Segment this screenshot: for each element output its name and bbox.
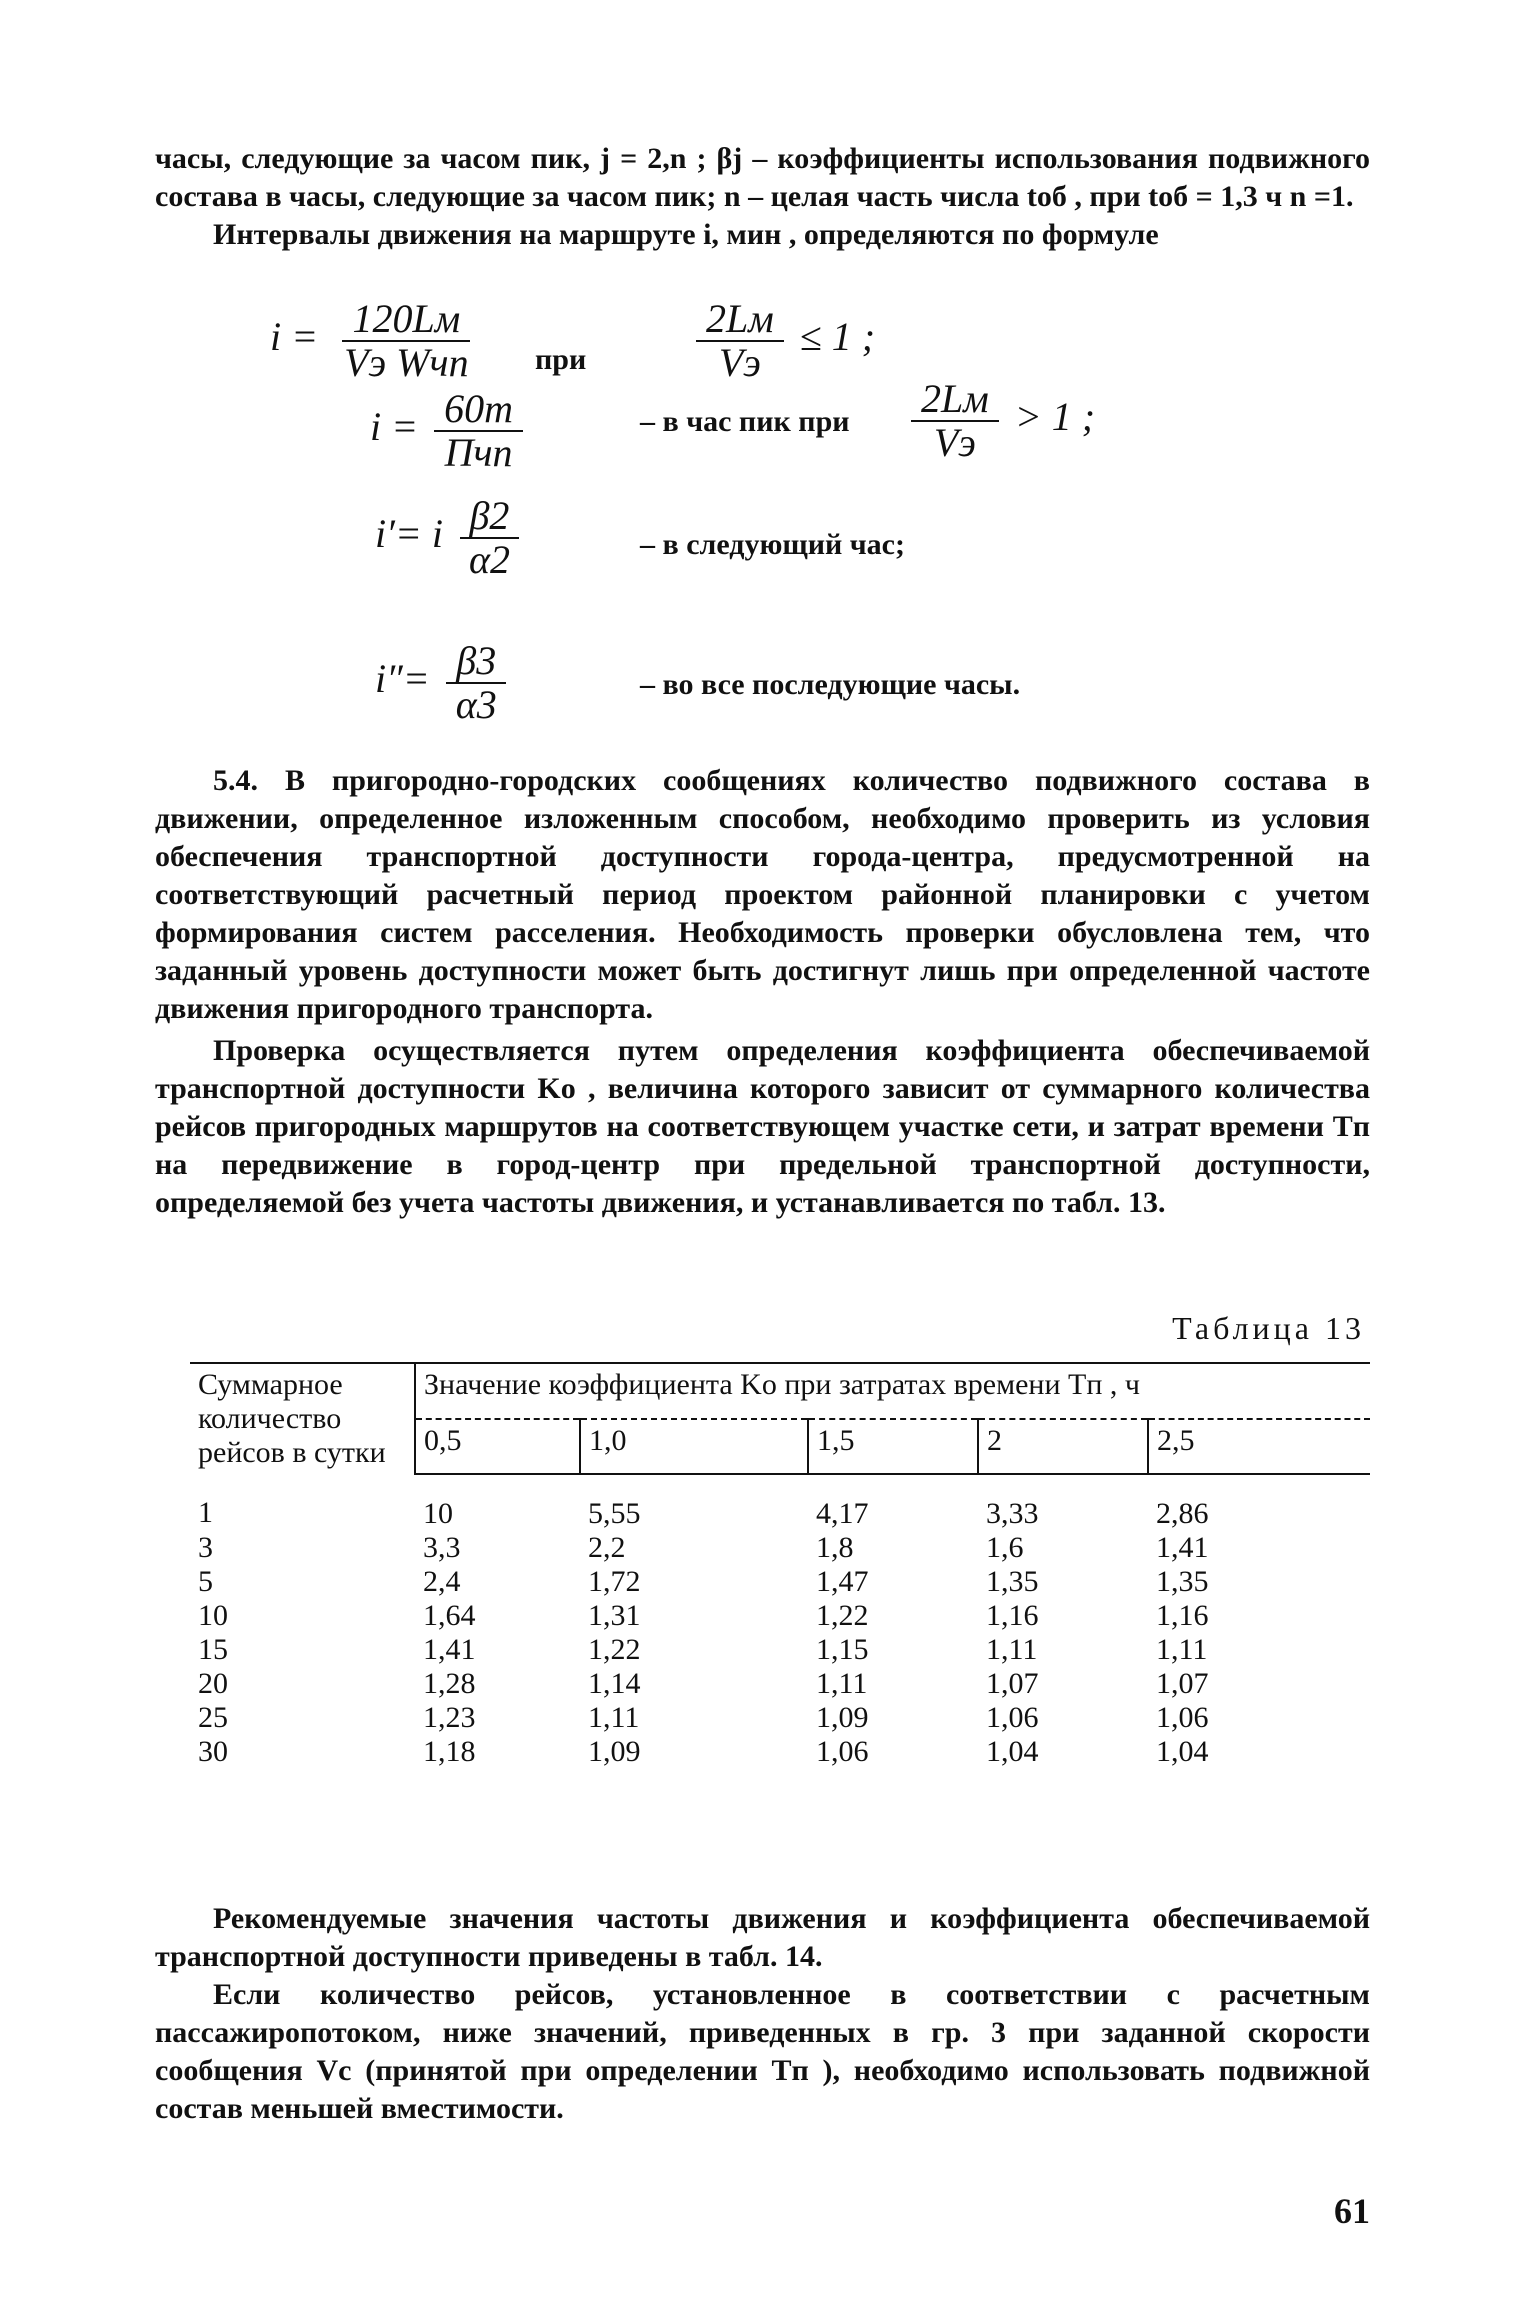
table-cell: 1,11	[816, 1667, 868, 1700]
table-row	[190, 1735, 1370, 1769]
table-cell: 1,06	[1156, 1701, 1209, 1734]
table-cell: 3	[198, 1531, 213, 1564]
formula-2	[370, 388, 529, 474]
intro-block	[155, 140, 1370, 254]
formula-1-fraction	[334, 298, 478, 384]
formula-2-lhs: i =	[370, 404, 419, 450]
table-cell: 15	[198, 1633, 228, 1666]
table-cell: 1,16	[986, 1599, 1039, 1632]
formula-3-numerator: β2	[460, 495, 520, 539]
table-cell: 1,06	[816, 1735, 869, 1768]
formula-2-condition-fraction	[911, 378, 999, 464]
formula-1-denominator: Vэ Wчп	[344, 340, 469, 385]
check-paragraph: Проверка осуществляется путем определения коэффициента обеспечиваемой транспортной доступности Kо , величина которого зависит от суммарного количества рейсов пригородных маршрутов на соответствующем участке сети, и затрат времени Tп на передвижение в город-центр при предельной транспортной доступности, определяемой без учета частоты движения, и устанавливается по табл. 13.	[155, 1034, 1370, 1219]
table-13	[190, 1362, 1370, 1769]
formula-2-note: – в час пик при	[640, 405, 850, 438]
page-number: 61	[1334, 2191, 1370, 2231]
table-cell: 25	[198, 1701, 228, 1734]
table-cell: 1,11	[1156, 1633, 1208, 1666]
table-cell: 1,16	[1156, 1599, 1209, 1632]
table-row	[190, 1565, 1370, 1599]
table-cell: 1,04	[1156, 1735, 1209, 1768]
intro-paragraph: часы, следующие за часом пик, j = 2,n ; βj – коэффициенты использования подвижного состава в часы, следующие за часом пик; n – целая часть числа tоб , при tоб = 1,3 ч n =1.	[155, 142, 1370, 213]
table-cell: 4,17	[816, 1497, 869, 1530]
table-cell: 5,55	[588, 1497, 641, 1530]
table-cell: 1,04	[986, 1735, 1039, 1768]
table-row	[190, 1599, 1370, 1633]
table-cell: 1,64	[423, 1599, 476, 1632]
table-col-time: 2,5	[1148, 1419, 1370, 1475]
formula-4-note: – во все последующие часы.	[640, 668, 1021, 701]
table-cell: 1,8	[816, 1531, 854, 1564]
recommend-paragraph: Рекомендуемые значения частоты движения и коэффициента обеспечиваемой транспортной доступности приведены в табл. 14.	[155, 1902, 1370, 1973]
table-row	[190, 1701, 1370, 1735]
table-cell: 1,06	[986, 1701, 1039, 1734]
formula-3-note: – в следующий час;	[640, 528, 905, 561]
table-13-title: Таблица 13	[1172, 1310, 1365, 1346]
table-cell: 1,15	[816, 1633, 869, 1666]
table-cell: 1,6	[986, 1531, 1024, 1564]
table-cell: 10	[198, 1599, 228, 1632]
table-row	[190, 1633, 1370, 1667]
final-paragraph: Если количество рейсов, установленное в соответствии с расчетным пассажиропотоком, ниже значений, приведенных в гр. 3 при заданной скорости сообщения Vс (принятой при определении Tп ), необходимо использовать подвижной состав меньшей вместимости.	[155, 1978, 1370, 2125]
table-cell: 3,3	[423, 1531, 461, 1564]
table-cell: 5	[198, 1565, 213, 1598]
table-cell: 1,18	[423, 1735, 476, 1768]
table-cell: 1,22	[588, 1633, 641, 1666]
formula-1-condition-relation: ≤ 1 ;	[799, 314, 876, 360]
table-cell: 20	[198, 1667, 228, 1700]
formula-3-fraction	[459, 495, 520, 581]
intervals-paragraph: Интервалы движения на маршруте i, мин , определяются по формуле	[213, 218, 1159, 251]
formula-4-denominator: α3	[455, 682, 497, 727]
table-cell: 1,09	[588, 1735, 641, 1768]
table-cell: 1	[198, 1496, 213, 1529]
formula-2-fraction	[434, 388, 523, 474]
formula-1-condition-word: при	[535, 343, 587, 376]
table-col-time: 1,5	[808, 1419, 978, 1475]
formula-2-denominator: Пчп	[444, 430, 513, 475]
formula-1-condition	[690, 298, 875, 384]
table-col-time: 0,5	[415, 1419, 580, 1475]
formula-3-lhs: i′= i	[375, 511, 443, 557]
table-cell: 1,23	[423, 1701, 476, 1734]
formula-1-condition-denominator: Vэ	[718, 340, 761, 385]
formula-4-fraction	[446, 640, 507, 726]
table-cell: 30	[198, 1735, 228, 1768]
table-cell: 3,33	[986, 1497, 1039, 1530]
table-cell: 1,35	[986, 1565, 1039, 1598]
formula-2-condition-numerator: 2Lм	[911, 378, 999, 422]
table-cell: 1,07	[986, 1667, 1039, 1700]
table-cell: 1,07	[1156, 1667, 1209, 1700]
table-cell: 1,09	[816, 1701, 869, 1734]
table-cell: 2,2	[588, 1531, 626, 1564]
table-cell: 1,11	[588, 1701, 640, 1734]
table-row-header: Суммарное количество рейсов в сутки	[190, 1363, 415, 1474]
table-row	[190, 1474, 1370, 1531]
formula-2-condition	[905, 378, 1095, 464]
body-block	[155, 762, 1370, 1222]
formula-2-condition-denominator: Vэ	[933, 420, 976, 465]
table-cell: 1,41	[1156, 1531, 1209, 1564]
formula-1-condition-numerator: 2Lм	[696, 298, 784, 342]
formula-1-condition-fraction	[696, 298, 784, 384]
table-col-time: 2	[978, 1419, 1148, 1475]
formula-3	[375, 495, 526, 581]
table-cell: 1,11	[986, 1633, 1038, 1666]
formula-1-lhs: i =	[270, 314, 319, 360]
table-row	[190, 1531, 1370, 1565]
table-cell: 1,35	[1156, 1565, 1209, 1598]
formula-2-numerator: 60m	[434, 388, 523, 432]
table-cell: 1,41	[423, 1633, 476, 1666]
table-cell: 1,72	[588, 1565, 641, 1598]
formula-4	[375, 640, 513, 726]
table-cell: 2,86	[1156, 1497, 1209, 1530]
formula-3-denominator: α2	[468, 537, 510, 582]
table-group-header: Значение коэффициента Kо при затратах времени Tп , ч	[415, 1363, 1370, 1419]
table-cell: 1,22	[816, 1599, 869, 1632]
formula-2-condition-relation: > 1 ;	[1014, 394, 1096, 440]
closing-block	[155, 1900, 1370, 2128]
table-cell: 10	[423, 1497, 453, 1530]
table-cell: 1,28	[423, 1667, 476, 1700]
table-col-time: 1,0	[580, 1419, 808, 1475]
table-cell: 1,47	[816, 1565, 869, 1598]
formula-4-numerator: β3	[446, 640, 506, 684]
table-cell: 2,4	[423, 1565, 461, 1598]
table-cell: 1,14	[588, 1667, 641, 1700]
section-5-4-paragraph: 5.4. В пригородно-городских сообщениях количество подвижного состава в движении, определенное изложенным способом, необходимо проверить из условия обеспечения транспортной доступности города-центра, предусмотренной на соответствующий расчетный период проектом районной планировки с учетом формирования систем расселения. Необходимость проверки обусловлена тем, что заданный уровень доступности может быть достигнут лишь при определенной частоте движения пригородного транспорта.	[155, 764, 1370, 1025]
formula-1-numerator: 120Lм	[342, 298, 470, 342]
table-cell: 1,31	[588, 1599, 641, 1632]
formula-1	[270, 298, 485, 384]
table-row	[190, 1667, 1370, 1701]
formula-4-lhs: i″=	[375, 656, 430, 702]
